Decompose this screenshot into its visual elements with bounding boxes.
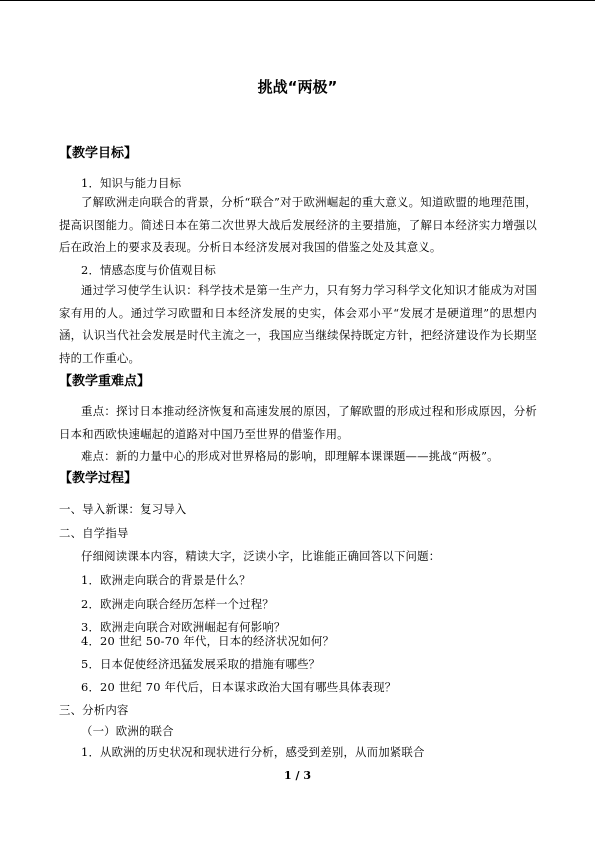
- process-line-analysis: 三、分析内容: [59, 703, 129, 717]
- process-line-instructions: 仔细阅读课本内容，精读大字，泛读小字，比谁能正确回答以下问题：: [81, 549, 441, 563]
- top-rule: [0, 0, 595, 1]
- goals-para2: 通过学习使学生认识：科学技术是第一生产力，只有努力学习科学文化知识才能成为对国家有用的人。通过学习欧盟和日本经济发展的史实，体会邓小平“发展才是硬道理”的思想内涵，认识当代社会发展是时代主流之一，我国应当继续保持既定方针，把经济建设作为长期坚持的工作重心。: [59, 283, 537, 365]
- question-1: 1．欧洲走向联合的背景是什么？: [81, 573, 251, 587]
- goals-para1: 了解欧洲走向联合的背景，分析“联合”对于欧洲崛起的重大意义。知道欧盟的地理范围，提高识图能力。简述日本在第二次世界大战后发展经济的主要措施，了解日本经济实力增强以后在政治上的要求及表现。分析日本经济发展对我国的借鉴之处及其意义。: [59, 195, 537, 254]
- heading-teaching-goals: 【教学目标】: [59, 146, 138, 161]
- page-number: 1 / 3: [284, 769, 311, 782]
- process-line-intro: 一、导入新课：复习导入: [59, 502, 187, 516]
- question-2: 2．欧洲走向联合经历怎样一个过程？: [81, 597, 274, 611]
- goals-sub1: 1．知识与能力目标: [81, 176, 182, 190]
- key-points-para1: 重点：探讨日本推动经济恢复和高速发展的原因，了解欧盟的形成过程和形成原因，分析日本和西欧快速崛起的道路对中国乃至世界的借鉴作用。: [59, 404, 537, 441]
- question-4: 4．20 世纪 50-70 年代，日本的经济状况如何？: [81, 634, 335, 648]
- heading-teaching-process: 【教学过程】: [59, 471, 138, 486]
- goals-sub2: 2．情感态度与价值观目标: [81, 263, 216, 277]
- question-5: 5．日本促使经济迅猛发展采取的措施有哪些？: [81, 657, 321, 671]
- key-points-para2: 难点：新的力量中心的形成对世界格局的影响，即理解本课课题——挑战“两极”。: [81, 449, 499, 463]
- process-line-self-study: 二、自学指导: [59, 526, 129, 540]
- page-title: 挑战“两极”: [257, 78, 338, 96]
- question-3: 3．欧洲走向联合对欧洲崛起有何影响？: [81, 620, 286, 634]
- heading-key-points: 【教学重难点】: [59, 374, 151, 389]
- process-line-analysis-1: 1．从欧洲的历史状况和现状进行分析，感受到差别，从而加紧联合: [81, 745, 425, 759]
- process-line-europe-union: （一）欧洲的联合: [81, 724, 174, 738]
- question-6: 6．20 世纪 70 年代后，日本谋求政治大国有哪些具体表现？: [81, 680, 397, 694]
